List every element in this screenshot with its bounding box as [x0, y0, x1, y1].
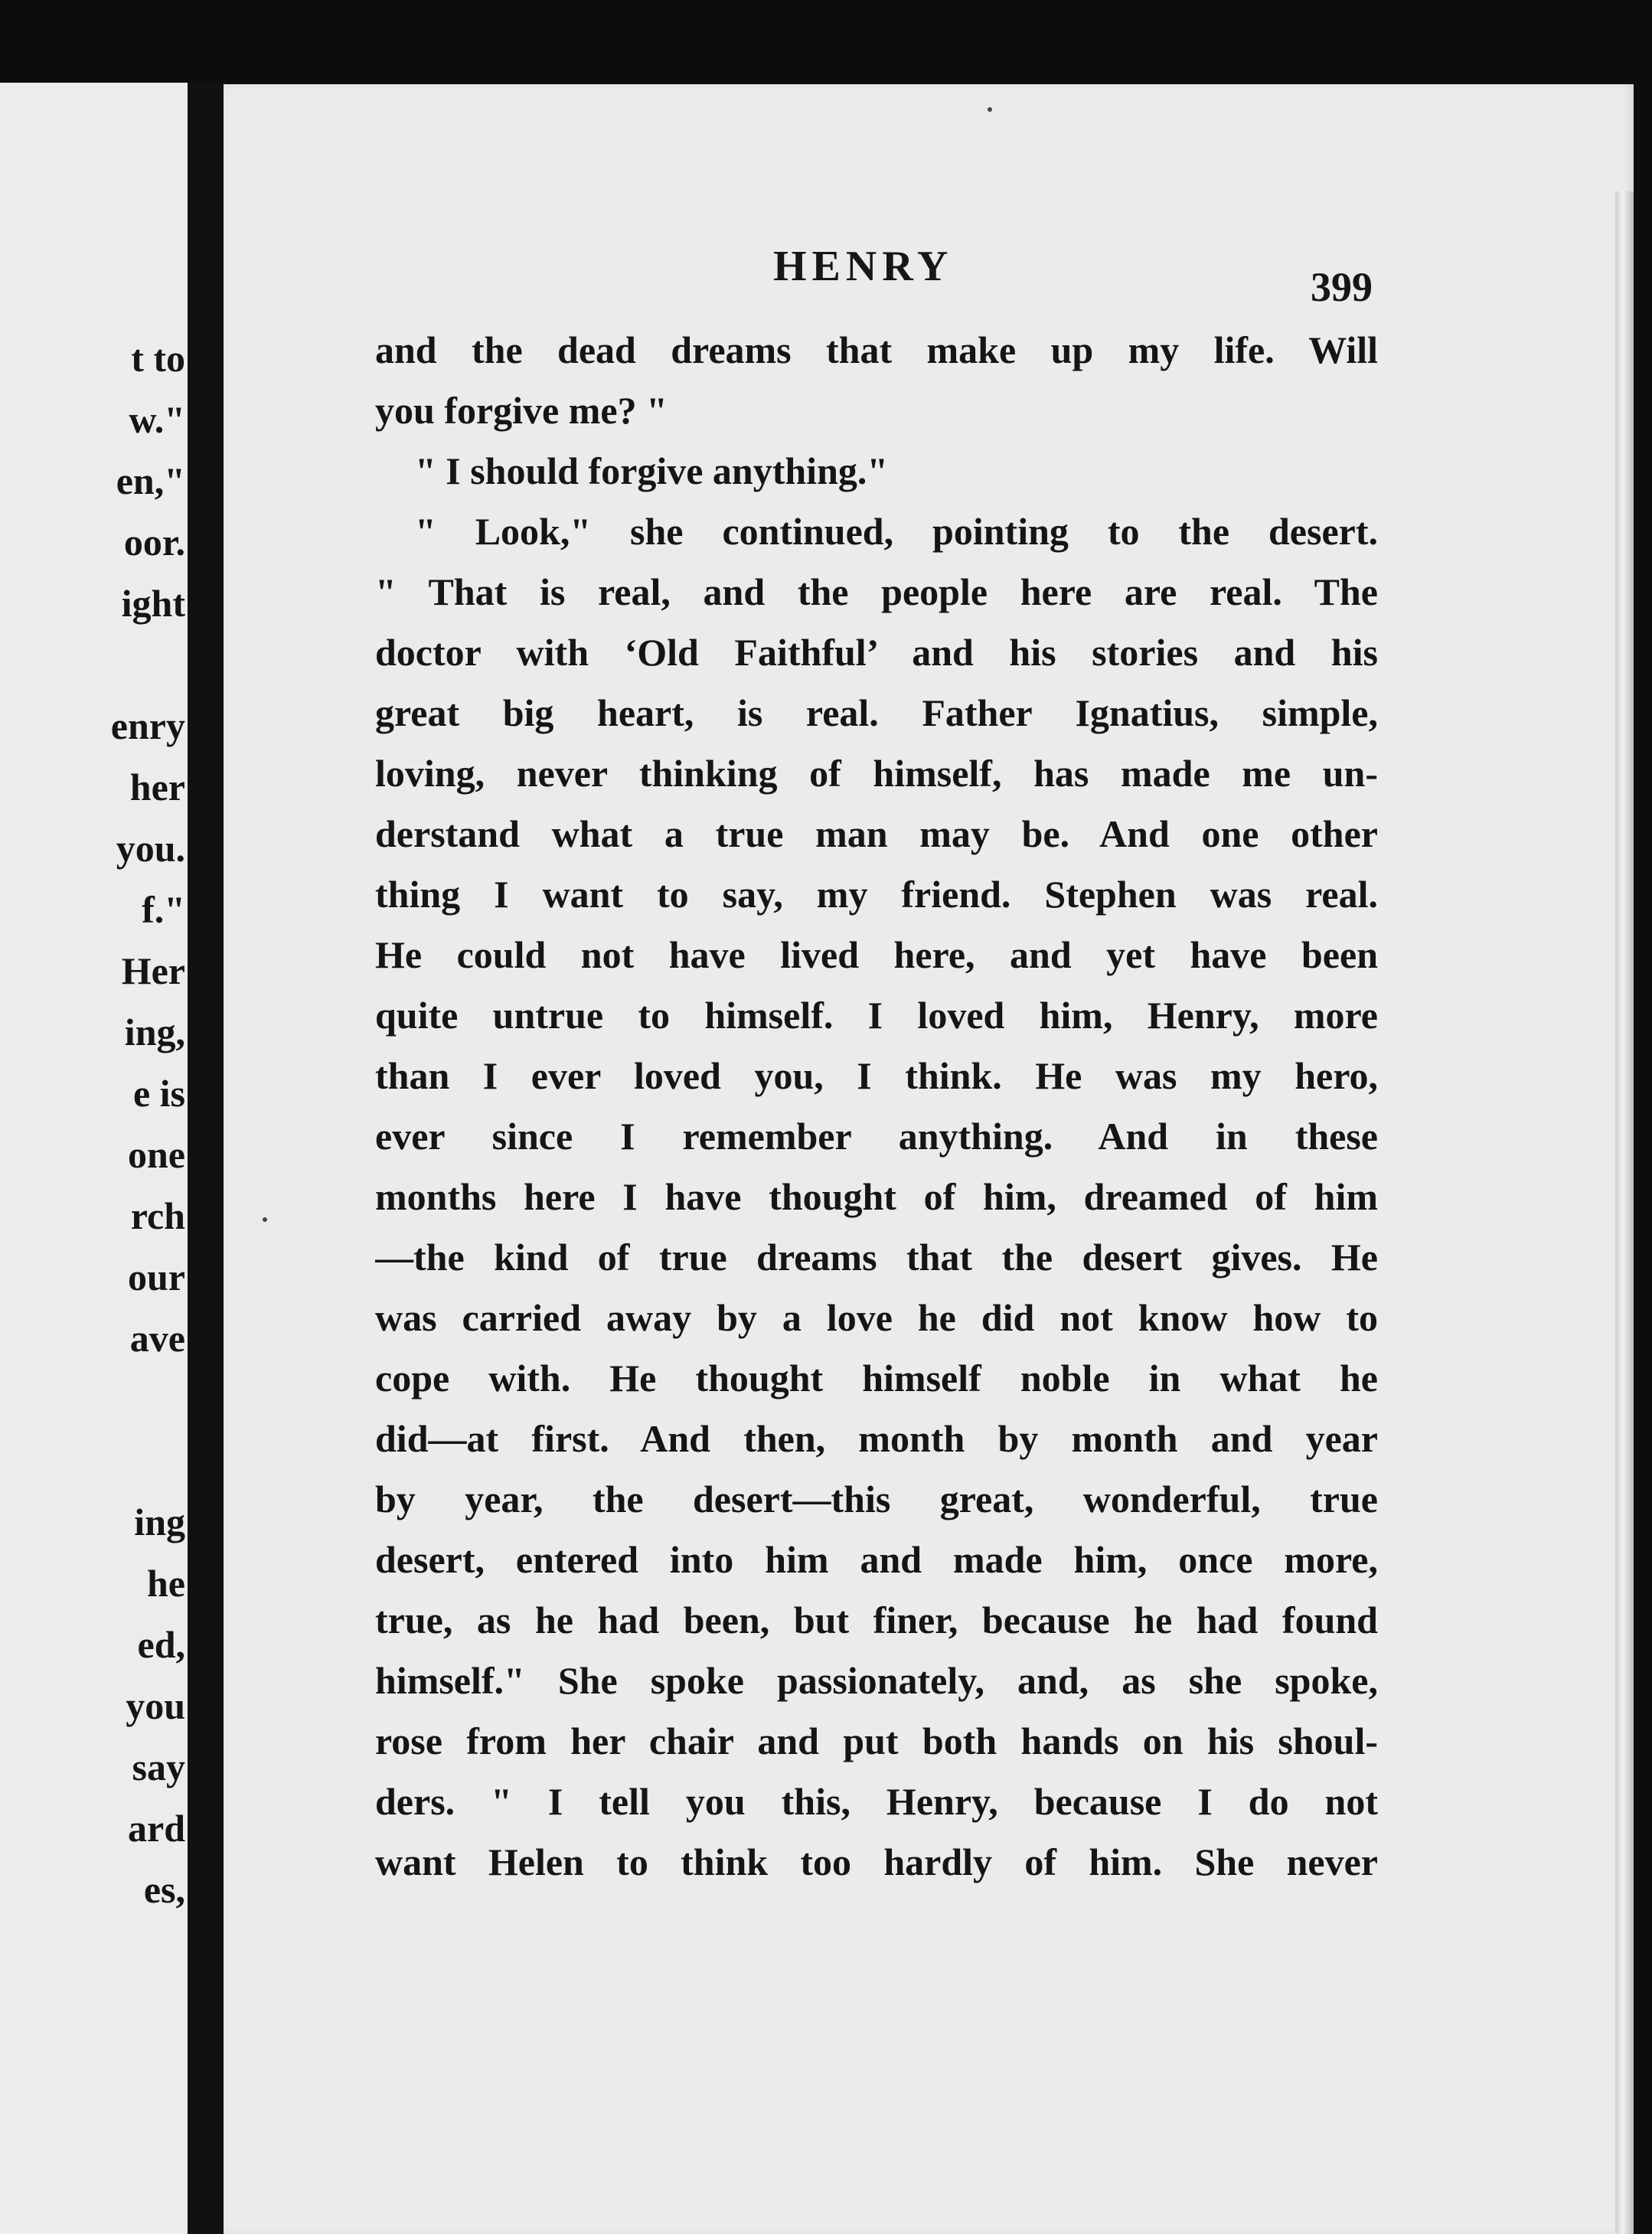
left-page-fragment: es, — [143, 1868, 185, 1911]
text-line: doctor with ‘Old Faithful’ and his stories and his — [375, 631, 1378, 674]
text-line: and the dead dreams that make up my life. Will — [375, 328, 1378, 371]
text-line: was carried away by a love he did not know how to — [375, 1296, 1378, 1339]
text-line: great big heart, is real. Father Ignatius, simple, — [375, 691, 1378, 734]
body-text — [375, 320, 1378, 1893]
left-page-fragment: one — [128, 1133, 185, 1176]
text-line: by year, the desert—this great, wonderful, true — [375, 1478, 1378, 1520]
text-line: rose from her chair and put both hands on his shoul- — [375, 1720, 1378, 1762]
left-page-fragment: ight — [121, 582, 185, 625]
left-page-fragment: enry — [110, 704, 185, 747]
book-gutter — [188, 83, 224, 2234]
text-line: you forgive me? " — [375, 389, 668, 432]
left-page-fragment: en," — [116, 459, 185, 502]
left-page-fragment: our — [128, 1256, 185, 1298]
left-page-fragment: he — [147, 1562, 185, 1605]
running-head: HENRY — [773, 243, 954, 290]
text-line: —the kind of true dreams that the desert gives. He — [375, 1236, 1378, 1279]
text-line: true, as he had been, but finer, because he had found — [375, 1599, 1378, 1641]
left-page-fragment: ave — [129, 1317, 185, 1360]
text-line: cope with. He thought himself noble in what he — [375, 1357, 1378, 1400]
text-line: himself." She spoke passionately, and, as she spoke, — [375, 1659, 1378, 1702]
paper-speck — [263, 1217, 267, 1222]
text-line: " Look," she continued, pointing to the desert. — [415, 510, 1378, 553]
text-line: " I should forgive anything." — [415, 449, 889, 492]
text-line: desert, entered into him and made him, once more, — [375, 1538, 1378, 1581]
left-page-fragment: you. — [116, 827, 185, 870]
page-edge — [1615, 191, 1634, 2234]
left-page-fragment: ing, — [124, 1011, 185, 1053]
text-line: did—at first. And then, month by month and year — [375, 1417, 1378, 1460]
text-line: ders. " I tell you this, Henry, because I do not — [375, 1780, 1378, 1823]
text-line: want Helen to think too hardly of him. She never — [375, 1840, 1378, 1883]
text-line: loving, never thinking of himself, has made me un- — [375, 752, 1378, 795]
left-page-fragment: ard — [128, 1807, 185, 1850]
left-page-fragment: her — [129, 766, 185, 808]
paper-speck — [988, 107, 992, 112]
text-line: " That is real, and the people here are real. The — [375, 570, 1378, 613]
text-line: derstand what a true man may be. And one other — [375, 812, 1378, 855]
text-line: thing I want to say, my friend. Stephen was real. — [375, 873, 1378, 916]
left-facing-page — [0, 83, 201, 2234]
text-line: He could not have lived here, and yet have been — [375, 933, 1378, 976]
text-line: months here I have thought of him, dreamed of him — [375, 1175, 1378, 1218]
text-line: than I ever loved you, I think. He was my hero, — [375, 1054, 1378, 1097]
left-page-fragment: Her — [121, 949, 185, 992]
left-page-text-fragments — [0, 83, 201, 2234]
left-page-fragment: say — [132, 1746, 185, 1788]
left-page-fragment: ed, — [137, 1623, 185, 1666]
left-page-fragment: oor. — [123, 521, 185, 563]
left-page-fragment: t to — [131, 337, 185, 380]
left-page-fragment: e is — [132, 1072, 185, 1115]
text-line: ever since I remember anything. And in these — [375, 1115, 1378, 1158]
left-page-fragment: ing — [134, 1501, 185, 1543]
left-page-fragment: w." — [129, 398, 185, 441]
page-number: 399 — [1311, 264, 1373, 310]
left-page-fragment: rch — [130, 1194, 185, 1237]
text-line: quite untrue to himself. I loved him, Henry, more — [375, 994, 1378, 1037]
left-page-fragment: f." — [142, 888, 185, 931]
left-page-fragment: you — [126, 1684, 185, 1727]
